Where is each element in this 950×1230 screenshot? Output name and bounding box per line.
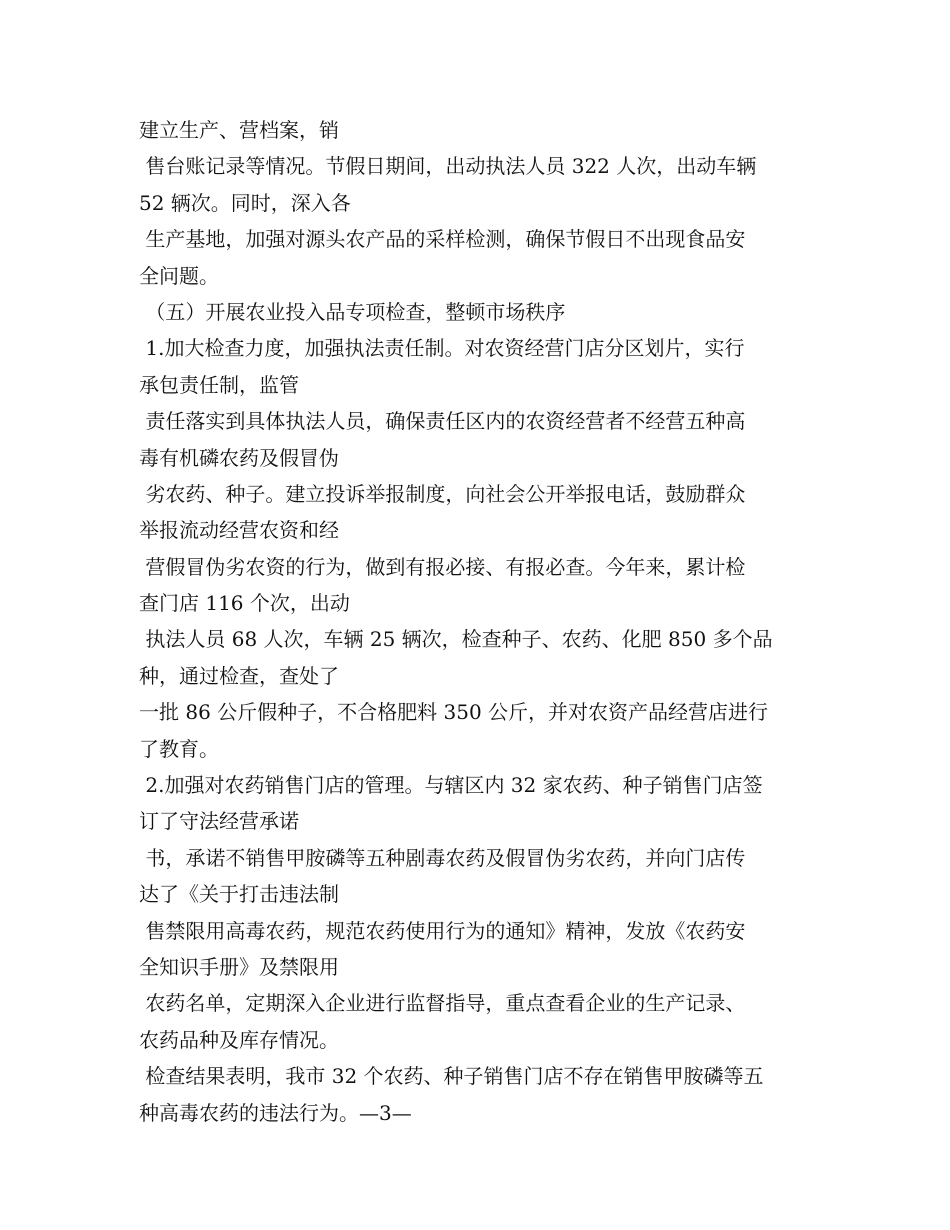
body-text bbox=[139, 112, 829, 1131]
text-line: 举报流动经营农资和经 bbox=[139, 518, 339, 543]
text-line: 52 辆次。同时，深入各 bbox=[139, 190, 351, 215]
text-line: 1.加大检查力度，加强执法责任制。对农资经营门店分区划片，实行 bbox=[139, 336, 745, 361]
text-line: 全问题。 bbox=[139, 263, 219, 288]
text-line: 全知识手册》及禁限用 bbox=[139, 954, 339, 979]
text-line: 毒有机磷农药及假冒伪 bbox=[139, 445, 339, 470]
text-line: 种，通过检查，查处了 bbox=[139, 663, 339, 688]
text-line: 农药名单，定期深入企业进行监督指导，重点查看企业的生产记录、 bbox=[139, 991, 746, 1016]
text-line: 达了《关于打击违法制 bbox=[139, 882, 339, 907]
text-line: 查门店 116 个次，出动 bbox=[139, 591, 350, 616]
text-line: 承包责任制，监管 bbox=[139, 372, 299, 397]
text-line: 执法人员 68 人次，车辆 25 辆次，检查种子、农药、化肥 850 多个品 bbox=[139, 627, 773, 652]
text-line: 了教育。 bbox=[139, 736, 219, 761]
text-line-with-page-number: 种高毒农药的违法行为。—3— bbox=[139, 1100, 412, 1125]
text-line: 劣农药、种子。建立投诉举报制度，向社会公开举报电话，鼓励群众 bbox=[139, 481, 746, 506]
text-line: 一批 86 公斤假种子，不合格肥料 350 公斤，并对农资产品经营店进行 bbox=[139, 700, 769, 725]
text-line: 2.加强对农药销售门店的管理。与辖区内 32 家农药、种子销售门店签 bbox=[139, 773, 763, 798]
text-line: 营假冒伪劣农资的行为，做到有报必接、有报必查。今年来，累计检 bbox=[139, 554, 746, 579]
text-line: 建立生产、营档案，销 bbox=[139, 118, 339, 142]
text-line: 检查结果表明，我市 32 个农药、种子销售门店不存在销售甲胺磷等五 bbox=[139, 1064, 764, 1089]
text-line: 农药品种及库存情况。 bbox=[139, 1027, 339, 1052]
text-line: 生产基地，加强对源头农产品的采样检测，确保节假日不出现食品安 bbox=[139, 227, 746, 252]
text-line: 售台账记录等情况。节假日期间，出动执法人员 322 人次，出动车辆 bbox=[139, 154, 757, 179]
text-line: 责任落实到具体执法人员，确保责任区内的农资经营者不经营五种高 bbox=[139, 409, 746, 434]
text-line: 订了守法经营承诺 bbox=[139, 809, 299, 834]
section-heading: （五）开展农业投入品专项检查，整顿市场秩序 bbox=[139, 299, 566, 324]
text-line: 售禁限用高毒农药，规范农药使用行为的通知》精神，发放《农药安 bbox=[139, 918, 746, 943]
text-line: 书，承诺不销售甲胺磷等五种剧毒农药及假冒伪劣农药，并向门店传 bbox=[139, 845, 746, 870]
